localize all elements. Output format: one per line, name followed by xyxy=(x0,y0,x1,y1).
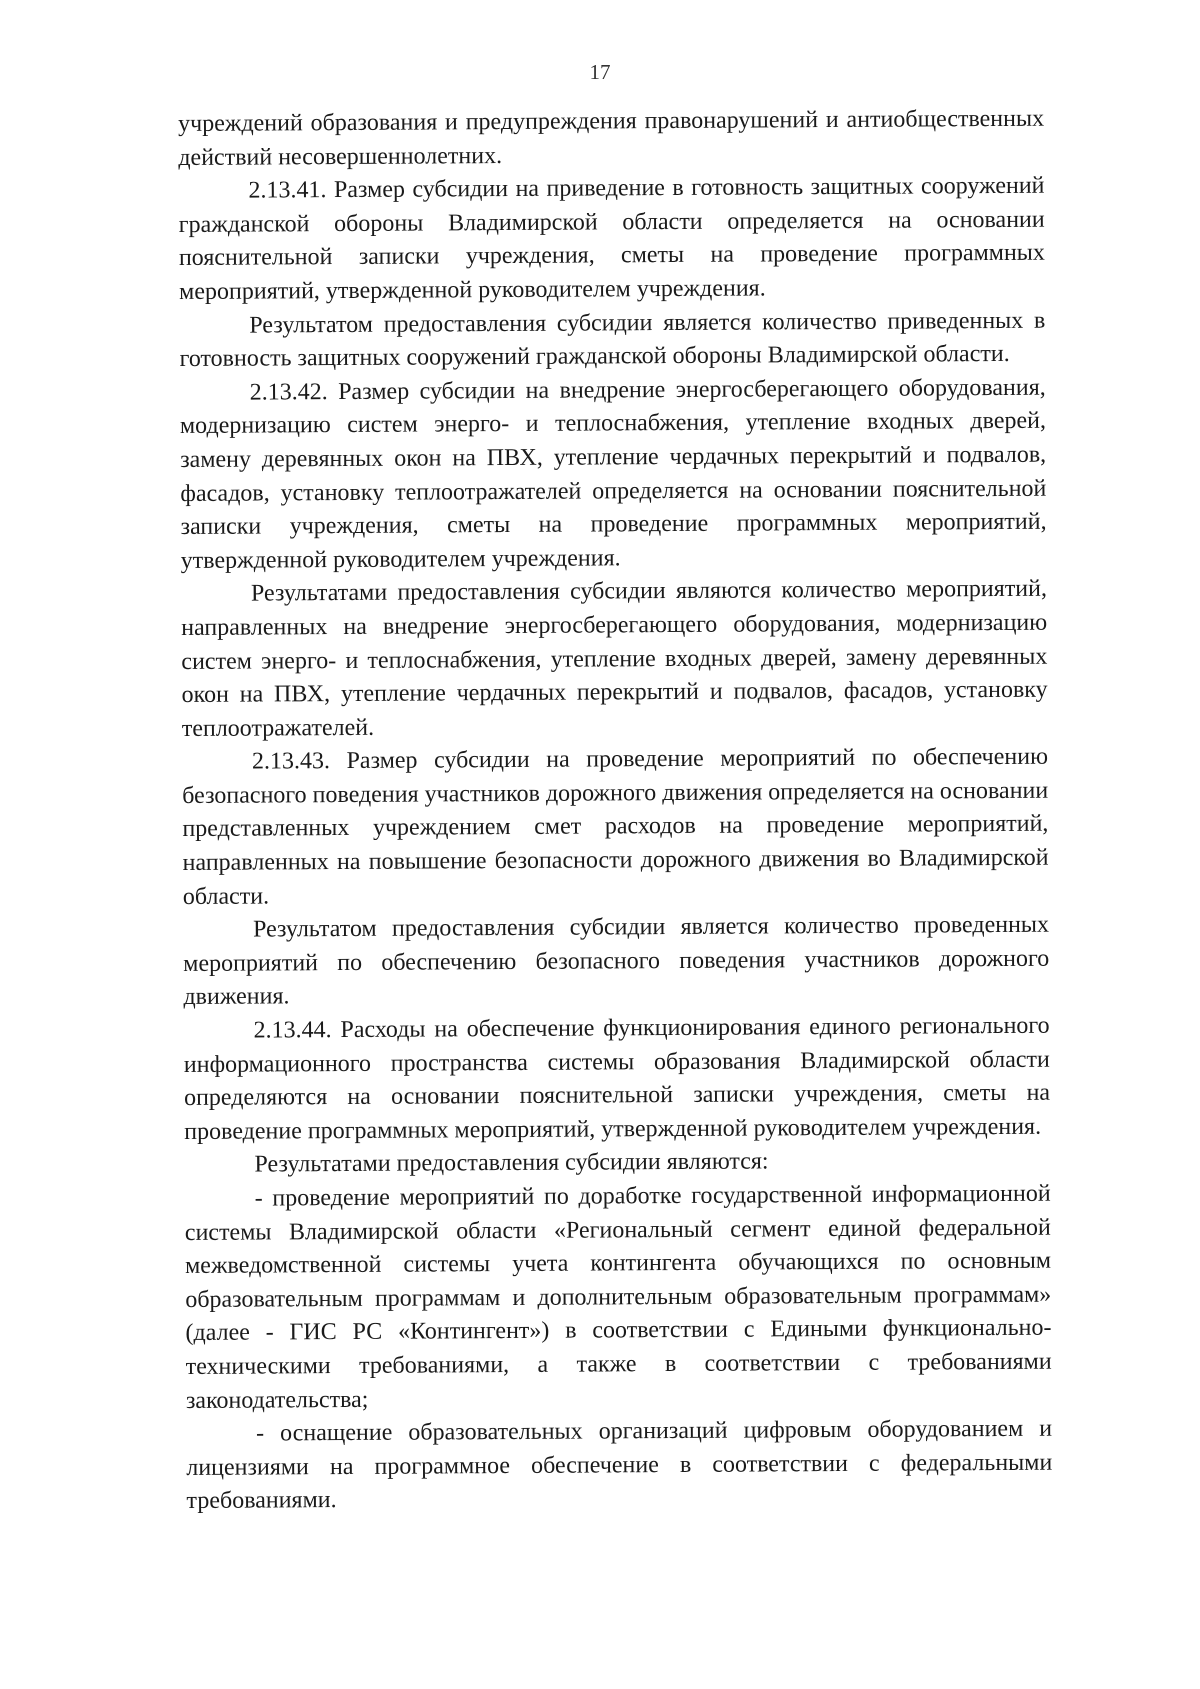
list-item-digital-equipment: - оснащение образовательных организаций цифровым оборудованием и лицензиями на программное обеспечение в соответствии с федеральными требованиями. xyxy=(186,1415,1053,1515)
paragraph-result-44-intro: Результатами предоставления субсидии являются: xyxy=(254,1148,769,1178)
paragraph-result-43: Результатом предоставления субсидии является количество проведенных мероприятий по обеспечению безопасного поведения участников дорожного движения. xyxy=(183,911,1050,1011)
document-body xyxy=(178,103,1053,1519)
paragraph-2-13-43: 2.13.43. Размер субсидии на проведение мероприятий по обеспечению безопасного поведения участников дорожного движения определяется на основании представленных учреждением смет расходов на проведение мероприятий, направленных на повышение безопасности дорожного движения во Владимирской области. xyxy=(182,743,1049,910)
paragraph-2-13-42: 2.13.42. Размер субсидии на внедрение энергосберегающего оборудования, модернизацию систем энерго- и теплоснабжения, утепление входных дверей, замену деревянных окон на ПВХ, утепление чердачных перекрытий и подвалов, фасадов, установку теплоотражателей определяется на основании пояснительной записки учреждения, сметы на проведение программных мероприятий, утвержденной руководителем учреждения. xyxy=(179,374,1047,574)
paragraph-continuation: учреждений образования и предупреждения правонарушений и антиобщественных действий несовершеннолетних. xyxy=(178,105,1045,171)
page-number: 17 xyxy=(589,60,611,84)
paragraph-2-13-44: 2.13.44. Расходы на обеспечение функционирования единого регионального информационного пространства системы образования Владимирской области определяются на основании пояснительной записки учреждения, сметы на проведение программных мероприятий, утвержденной руководителем учреждения. xyxy=(183,1012,1051,1145)
paragraph-result-42: Результатами предоставления субсидии являются количество мероприятий, направленных на внедрение энергосберегающего оборудования, модернизацию систем энерго- и теплоснабжения, утепление входных дверей, замену деревянных окон на ПВХ, утепление чердачных перекрытий и подвалов, фасадов, установку теплоотражателей. xyxy=(181,576,1048,742)
paragraph-2-13-41: 2.13.41. Размер субсидии на приведение в готовность защитных сооружений гражданской обороны Владимирской области определяется на основании пояснительной записки учреждения, сметы на проведение программных мероприятий, утвержденной руководителем учреждения. xyxy=(178,172,1045,305)
paragraph-result-41: Результатом предоставления субсидии является количество приведенных в готовность защитных сооружений гражданской обороны Владимирской области. xyxy=(179,307,1046,373)
list-item-gis-contingent: - проведение мероприятий по доработке государственной информационной системы Владимирской области «Региональный сегмент единой федеральной межведомственной системы учета контингента обучающихся по основным образовательным программам и дополнительным образовательным программам» (далее - ГИС РС «Контингент») в соответствии с Едиными функционально-техническими требованиями, а также в соответствии с требованиями законодательства; xyxy=(184,1180,1052,1414)
